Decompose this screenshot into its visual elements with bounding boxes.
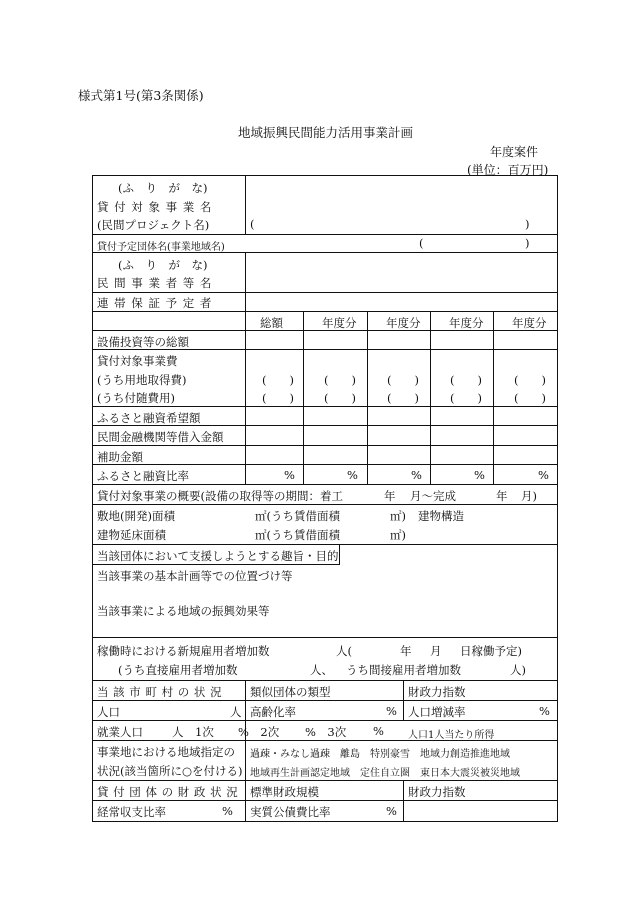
subsidy-label: 補助金額: [97, 450, 143, 464]
borrower-open-paren: (: [419, 236, 424, 250]
recurring-ratio-label: 経常収支比率: [97, 805, 166, 819]
aging-percent: %: [386, 704, 397, 718]
recurring-percent: %: [222, 804, 233, 818]
overview-year: 年: [384, 489, 396, 503]
pop-change-percent: %: [539, 704, 550, 718]
designation-options-1: 過疎・みなし過疎 離島 特別豪雪 地域力創造推進地域: [250, 749, 510, 760]
open-paren: (: [250, 217, 255, 231]
col-fy2: 年度分: [386, 316, 421, 330]
aging-rate-label: 高齢化率: [250, 705, 296, 719]
structure-label: 建物構造: [418, 509, 464, 523]
paren-pair: ( ): [514, 391, 546, 405]
furigana-label: (ふ り が な): [118, 181, 208, 195]
lending-fiscal-status-label: 貸 付 団 体 の 財 政 状 況: [97, 785, 239, 799]
m2-lease: ㎡(うち賃借面積: [255, 509, 340, 523]
month-text: 月: [430, 644, 442, 658]
form-number: 様式第1号(第3条関係): [78, 88, 204, 103]
borrower-org-label: 貸付予定団体名(事業地域名): [97, 242, 225, 253]
designation-options-2: 地域再生計画認定地域 定住自立圏 東日本大震災被災地域: [250, 768, 520, 779]
paren-pair: ( ): [387, 373, 419, 387]
population-label: 人口: [97, 705, 120, 719]
furigana-label-2: (ふ り が な): [118, 258, 208, 272]
operation-planned: 日稼働予定): [460, 644, 522, 658]
site-area-label: 敷地(開発)面積: [97, 509, 175, 523]
pop-change-label: 人口増減率: [408, 705, 466, 719]
std-fiscal-scale-label: 標準財政規模: [250, 785, 319, 799]
percent-sign: %: [411, 468, 422, 482]
m2-lease-2: ㎡(うち賃借面積: [255, 528, 340, 542]
overview-month-to: 月～完成: [410, 489, 456, 503]
direct-hires-label: (うち直接雇用者増加数: [118, 663, 238, 677]
primary-industry: 人 1次: [172, 725, 214, 739]
page-title: 地域振興民間能力活用事業計画: [238, 125, 414, 140]
furusato-ratio-label: ふるさと融資比率: [97, 469, 189, 483]
overview-month-end: 月): [521, 489, 537, 503]
person-close: 人): [510, 663, 526, 677]
m2-close: ㎡): [390, 509, 406, 523]
person-paren: 人(: [336, 644, 352, 658]
person-comma: 人、: [310, 663, 333, 677]
furusato-loan-label: ふるさと融資希望額: [97, 411, 201, 425]
paren-pair: ( ): [387, 391, 419, 405]
private-bank-loan-label: 民間金融機関等借入金額: [97, 430, 224, 444]
floor-area-label: 建物延床面積: [97, 528, 166, 542]
designation-label-2: 状況(該当箇所に○を付ける): [97, 764, 243, 778]
person-unit: 人: [230, 705, 242, 719]
private-project-name-label: (民間プロジェクト名): [97, 218, 210, 232]
per-capita-income-label: 人口1人当たり所得: [408, 730, 495, 741]
municipality-status-label: 当 該 市 町 村 の 状 況: [97, 685, 223, 699]
paren-pair: ( ): [262, 373, 294, 387]
close-paren: ): [525, 217, 530, 231]
paren-pair: ( ): [450, 373, 482, 387]
capex-total-label: 設備投資等の総額: [97, 335, 189, 349]
paren-pair: ( ): [514, 373, 546, 387]
col-total: 総額: [260, 316, 283, 330]
secondary-industry: % 2次: [238, 725, 280, 739]
designation-label-1: 事業地における地域指定の: [97, 745, 235, 759]
percent-sign: %: [284, 468, 295, 482]
fiscal-year-plan: 年度案件: [490, 145, 539, 159]
paren-pair: ( ): [324, 391, 356, 405]
employed-percent-end: %: [373, 724, 384, 738]
employed-pop-label: 就業人口: [97, 725, 143, 739]
m2-close-2: ㎡): [390, 528, 406, 542]
basic-plan-position-label: 当該事業の基本計画等での位置づけ等: [97, 569, 293, 583]
year-text: 年: [400, 644, 412, 658]
support-aim-label: 当該団体において支援しようとする趣旨・目的: [97, 549, 339, 563]
overview-label: 貸付対象事業の概要(設備の取得等の期間：着工: [97, 489, 343, 503]
paren-pair: ( ): [450, 391, 482, 405]
paren-pair: ( ): [262, 391, 294, 405]
percent-sign: %: [474, 468, 485, 482]
overview-year2: 年: [496, 489, 508, 503]
private-operator-label: 民 間 事 業 者 等 名: [97, 276, 213, 290]
lending-fiscal-index-label: 財政力指数: [408, 785, 466, 799]
col-fy1: 年度分: [322, 316, 357, 330]
regional-effect-label: 当該事業による地域の振興効果等: [97, 604, 270, 618]
borrower-close-paren: ): [525, 236, 530, 250]
loan-project-cost-label: 貸付対象事業費: [97, 354, 178, 368]
col-fy4: 年度分: [512, 316, 547, 330]
loan-project-name-label: 貸 付 対 象 事 業 名: [97, 200, 213, 214]
similar-type-label: 類似団体の類型: [250, 685, 331, 699]
indirect-hires-label: うち間接雇用者増加数: [346, 663, 461, 677]
unit-note: (単位：百万円): [467, 163, 549, 177]
fiscal-index-label: 財政力指数: [408, 685, 466, 699]
real-debt-percent: %: [386, 804, 397, 818]
percent-sign: %: [347, 468, 358, 482]
incidental-cost-label: (うち付随費用): [97, 391, 175, 405]
paren-pair: ( ): [324, 373, 356, 387]
col-fy3: 年度分: [449, 316, 484, 330]
tertiary-industry: % 3次: [305, 725, 347, 739]
joint-guarantor-label: 連 帯 保 証 予 定 者: [97, 296, 213, 310]
percent-sign: %: [538, 468, 549, 482]
land-cost-label: (うち用地取得費): [97, 373, 187, 387]
real-debt-ratio-label: 実質公債費比率: [250, 805, 331, 819]
new-hires-label: 稼働時における新規雇用者増加数: [97, 644, 270, 658]
